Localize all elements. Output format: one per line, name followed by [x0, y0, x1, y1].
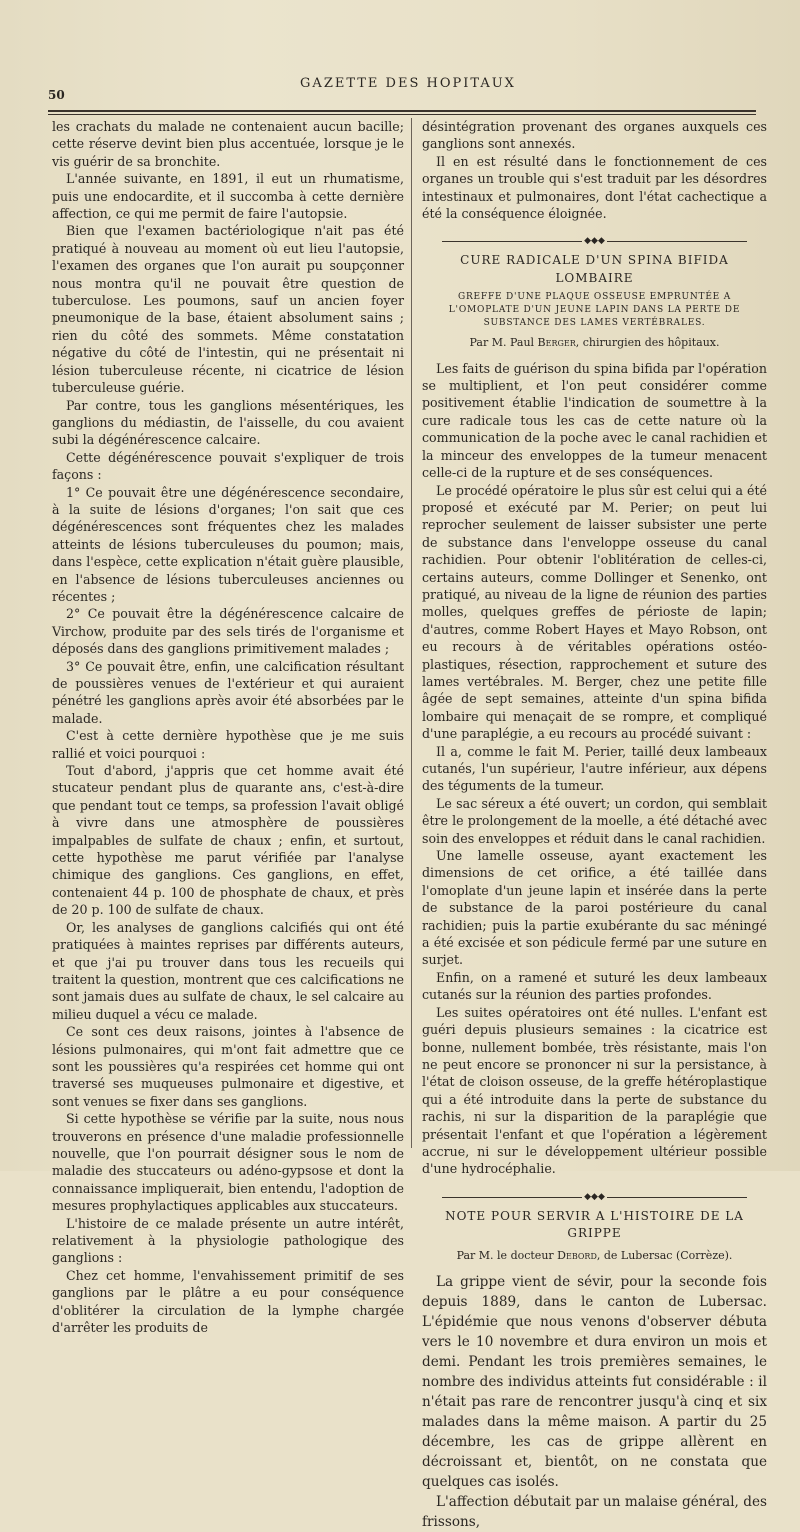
paragraph: les crachats du malade ne contenaient aucun bacille; cette réserve devint bien plus accentuée, lorsque je le vis guérir de sa bronchite.	[52, 119, 404, 169]
paragraph: Si cette hypothèse se vérifie par la suite, nous nous trouverons en présence d'une maladie professionnelle nouvelle, que l'on pourrait désigner sous le nom de maladie des stuccateurs ou adéno-gypsose et dont la connaissance impliquerait, bien entendu, l'adoption de mesures prophylactiques applicables aux stuccateurs.	[52, 1111, 404, 1214]
paragraph: 1° Ce pouvait être une dégénérescence secondaire, à la suite de lésions d'organes; l'on sait que ces dégénérescences sont fréquentes chez les malades atteints de lésions tuberculeuses du poumon; mais, dans l'espèce, cette explication n'était guère plausible, en l'absence de lésions tuberculeuses anciennes ou récentes ;	[52, 484, 404, 604]
right-column	[422, 118, 767, 1532]
paragraph: Tout d'abord, j'appris que cet homme avait été stucateur pendant plus de quarante ans, c'est-à-dire que pendant tout ce temps, sa profession l'avait obligé à vivre dans une atmosphère de poussières impalpables de sulfate de chaux ; enfin, et surtout, cette hypothèse me parut vérifiée par l'analyse chimique des ganglions. Ces ganglions, en effet, contenaient 44 p. 100 de phosphate de chaux, et près de 20 p. 100 de sulfate de chaux.	[52, 763, 404, 918]
article-spina-bifida	[422, 252, 767, 1177]
paragraph: désintégration provenant des organes auxquels ces ganglions sont annexés.	[422, 119, 767, 152]
left-column	[52, 118, 404, 1336]
header-rule-thin	[48, 114, 756, 115]
paragraph: Or, les analyses de ganglions calcifiés qui ont été pratiquées à maintes reprises par différents auteurs, et que j'ai pu trouver dans tous les recueils qui traitent la question, montrent que ces calcifications ne sont jamais dues au sulfate de chaux, le sel calcaire au milieu duquel a vécu ce malade.	[52, 919, 404, 1022]
paragraph: Bien que l'examen bactériologique n'ait pas été pratiqué à nouveau au moment où eut lieu l'autopsie, l'examen des organes que l'on aurait pu soupçonner nous montra qu'il ne pouvait être question de tuberculose. Les poumons, sauf un ancien foyer pneumonique de la base, étaient absolument sains ; rien du côté des sommets. Même constatation négative du côté de l'intestin, qui ne présentait ni lésion tuberculeuse récente, ni cicatrice de lésion tuberculeuse guérie.	[52, 223, 404, 396]
paragraph: L'affection débutait par un malaise général, des frissons,	[422, 1493, 767, 1530]
paragraph: 3° Ce pouvait être, enfin, une calcification résultant de poussières venues de l'extérieur et qui auraient pénétré les ganglions après avoir été absorbées par le malade.	[52, 658, 404, 726]
paragraph: Il en est résulté dans le fonctionnement de ces organes un trouble qui s'est traduit par les désordres intestinaux et pulmonaires, dont l'état cachectique a été la conséquence éloignée.	[422, 153, 767, 222]
section-separator: ◆◆◆	[422, 232, 767, 242]
journal-title: GAZETTE DES HOPITAUX	[300, 76, 516, 91]
paragraph: Une lamelle osseuse, ayant exactement les dimensions de cet orifice, a été taillée dans l'omoplate d'un jeune lapin et insérée dans la perte de substance de la paroi postérieure du canal rachidien; puis la partie exubérante du sac méningé a été excisée et son pédicule fermé par une suture en surjet.	[422, 848, 767, 968]
column-divider	[411, 118, 412, 1148]
paragraph: 2° Ce pouvait être la dégénérescence calcaire de Virchow, produite par des sels tirés de l'organisme et déposés dans des ganglions primitivement malades ;	[52, 606, 404, 657]
paragraph: Les faits de guérison du spina bifida par l'opération se multiplient, et l'on peut considérer comme positivement établie l'indication de soumettre à la cure radicale tous les cas de cette nature où la communication de la poche avec le canal rachidien et la minceur des enveloppes de la tumeur menacent celle-ci de la rupture et de ses conséquences.	[422, 360, 767, 481]
header-rule-thick	[48, 110, 756, 112]
paragraph: Enfin, on a ramené et suturé les deux lambeaux cutanés sur la réunion des parties profondes.	[422, 969, 767, 1003]
paragraph: Il a, comme le fait M. Perier, taillé deux lambeaux cutanés, l'un supérieur, l'autre inférieur, aux dépens des téguments de la tumeur.	[422, 743, 767, 794]
article-title: NOTE POUR SERVIR A L'HISTOIRE DE LA GRIPPE	[445, 1208, 744, 1241]
article-grippe	[422, 1208, 767, 1532]
paragraph: Le procédé opératoire le plus sûr est celui qui a été proposé et exécuté par M. Perier; on peut lui reprocher seulement de laisser subsister une perte de substance dans l'enveloppe osseuse du canal rachidien. Pour obtenir l'oblitération de celles-ci, certains auteurs, comme Dollinger et Senenko, ont pratiqué, au niveau de la ligne de réunion des parties molles, quelques greffes de périoste de lapin; d'autres, comme Robert Hayes et Mayo Robson, ont eu recours à de véritables opérations ostéo-plastiques, résection, rapprochement et suture des lames vertébrales. M. Berger, chez une petite fille âgée de sept semaines, atteinte d'un spina bifida lombaire qui menaçait de se rompre, et compliqué d'une paraplégie, a eu recours au procédé suivant :	[422, 482, 767, 742]
article-title: CURE RADICALE D'UN SPINA BIFIDA LOMBAIRE	[460, 253, 729, 285]
page-number: 50	[48, 88, 65, 102]
paragraph: C'est à cette dernière hypothèse que je me suis rallié et voici pourquoi :	[52, 728, 404, 761]
paragraph: Par contre, tous les ganglions mésentériques, les ganglions du médiastin, de l'aisselle, du cou avaient subi la dégénérescence calcaire.	[52, 397, 404, 448]
paragraph: L'année suivante, en 1891, il eut un rhumatisme, puis une endocardite, et il succomba à cette dernière affection, ce qui me permit de faire l'autopsie.	[52, 171, 404, 222]
paragraph: La grippe vient de sévir, pour la seconde fois depuis 1889, dans le canton de Lubersac. L'épidémie que nous venons d'observer débuta vers le 10 novembre et dura environ un mois et demi. Pendant les trois premières semaines, le nombre des individus atteints fut considérable : il n'était pas rare de rencontrer jusqu'à cinq et six malades dans la même maison. A partir du 25 décembre, les cas de grippe allèrent en décroissant et, bientôt, on ne constata que quelques cas isolés.	[422, 1273, 767, 1490]
article-subtitle: GREFFE D'UNE PLAQUE OSSEUSE EMPRUNTÉE A L'OMOPLATE D'UN JEUNE LAPIN DANS LA PERTE DE SUBSTANCE DES LAMES VERTÉBRALES.	[448, 292, 741, 329]
paragraph: Cette dégénérescence pouvait s'expliquer de trois façons :	[52, 449, 404, 483]
paragraph: Les suites opératoires ont été nulles. L'enfant est guéri depuis plusieurs semaines : la cicatrice est bonne, nullement bombée, très résistante, mais l'on ne peut encore se prononcer ni sur la persistance, à l'état de cloison osseuse, de la greffe hétéroplastique qui a été introduite dans la perte de substance du rachis, ni sur la disparition de la paraplégie que présentait l'enfant et que l'opération a légèrement accrue, ni sur le développement ultérieur possible d'une hydrocéphalie.	[422, 1004, 767, 1177]
page-header	[48, 74, 768, 104]
paragraph: Ce sont ces deux raisons, jointes à l'absence de lésions pulmonaires, qui m'ont fait admettre que ce sont les poussières qu'a respirées cet homme qui ont traversé ses muqueuses pulmonaire et digestive, et sont venues se fixer dans ses ganglions.	[52, 1024, 404, 1109]
article-author: Par M. le docteur Debord, de Lubersac (Corrèze).	[456, 1248, 733, 1262]
paragraph: Le sac séreux a été ouvert; un cordon, qui semblait être le prolongement de la moelle, a été détaché avec soin des enveloppes et réduit dans le canal rachidien.	[422, 795, 767, 846]
article-author: Par M. Paul Berger, chirurgien des hôpitaux.	[469, 336, 720, 350]
paragraph: Chez cet homme, l'envahissement primitif de ses ganglions par le plâtre a eu pour conséquence d'oblitérer la circulation de la lymphe chargée d'arrêter les produits de	[52, 1267, 404, 1336]
section-separator: ◆◆◆	[422, 1188, 767, 1198]
paragraph: L'histoire de ce malade présente un autre intérêt, relativement à la physiologie pathologique des ganglions :	[52, 1215, 404, 1266]
